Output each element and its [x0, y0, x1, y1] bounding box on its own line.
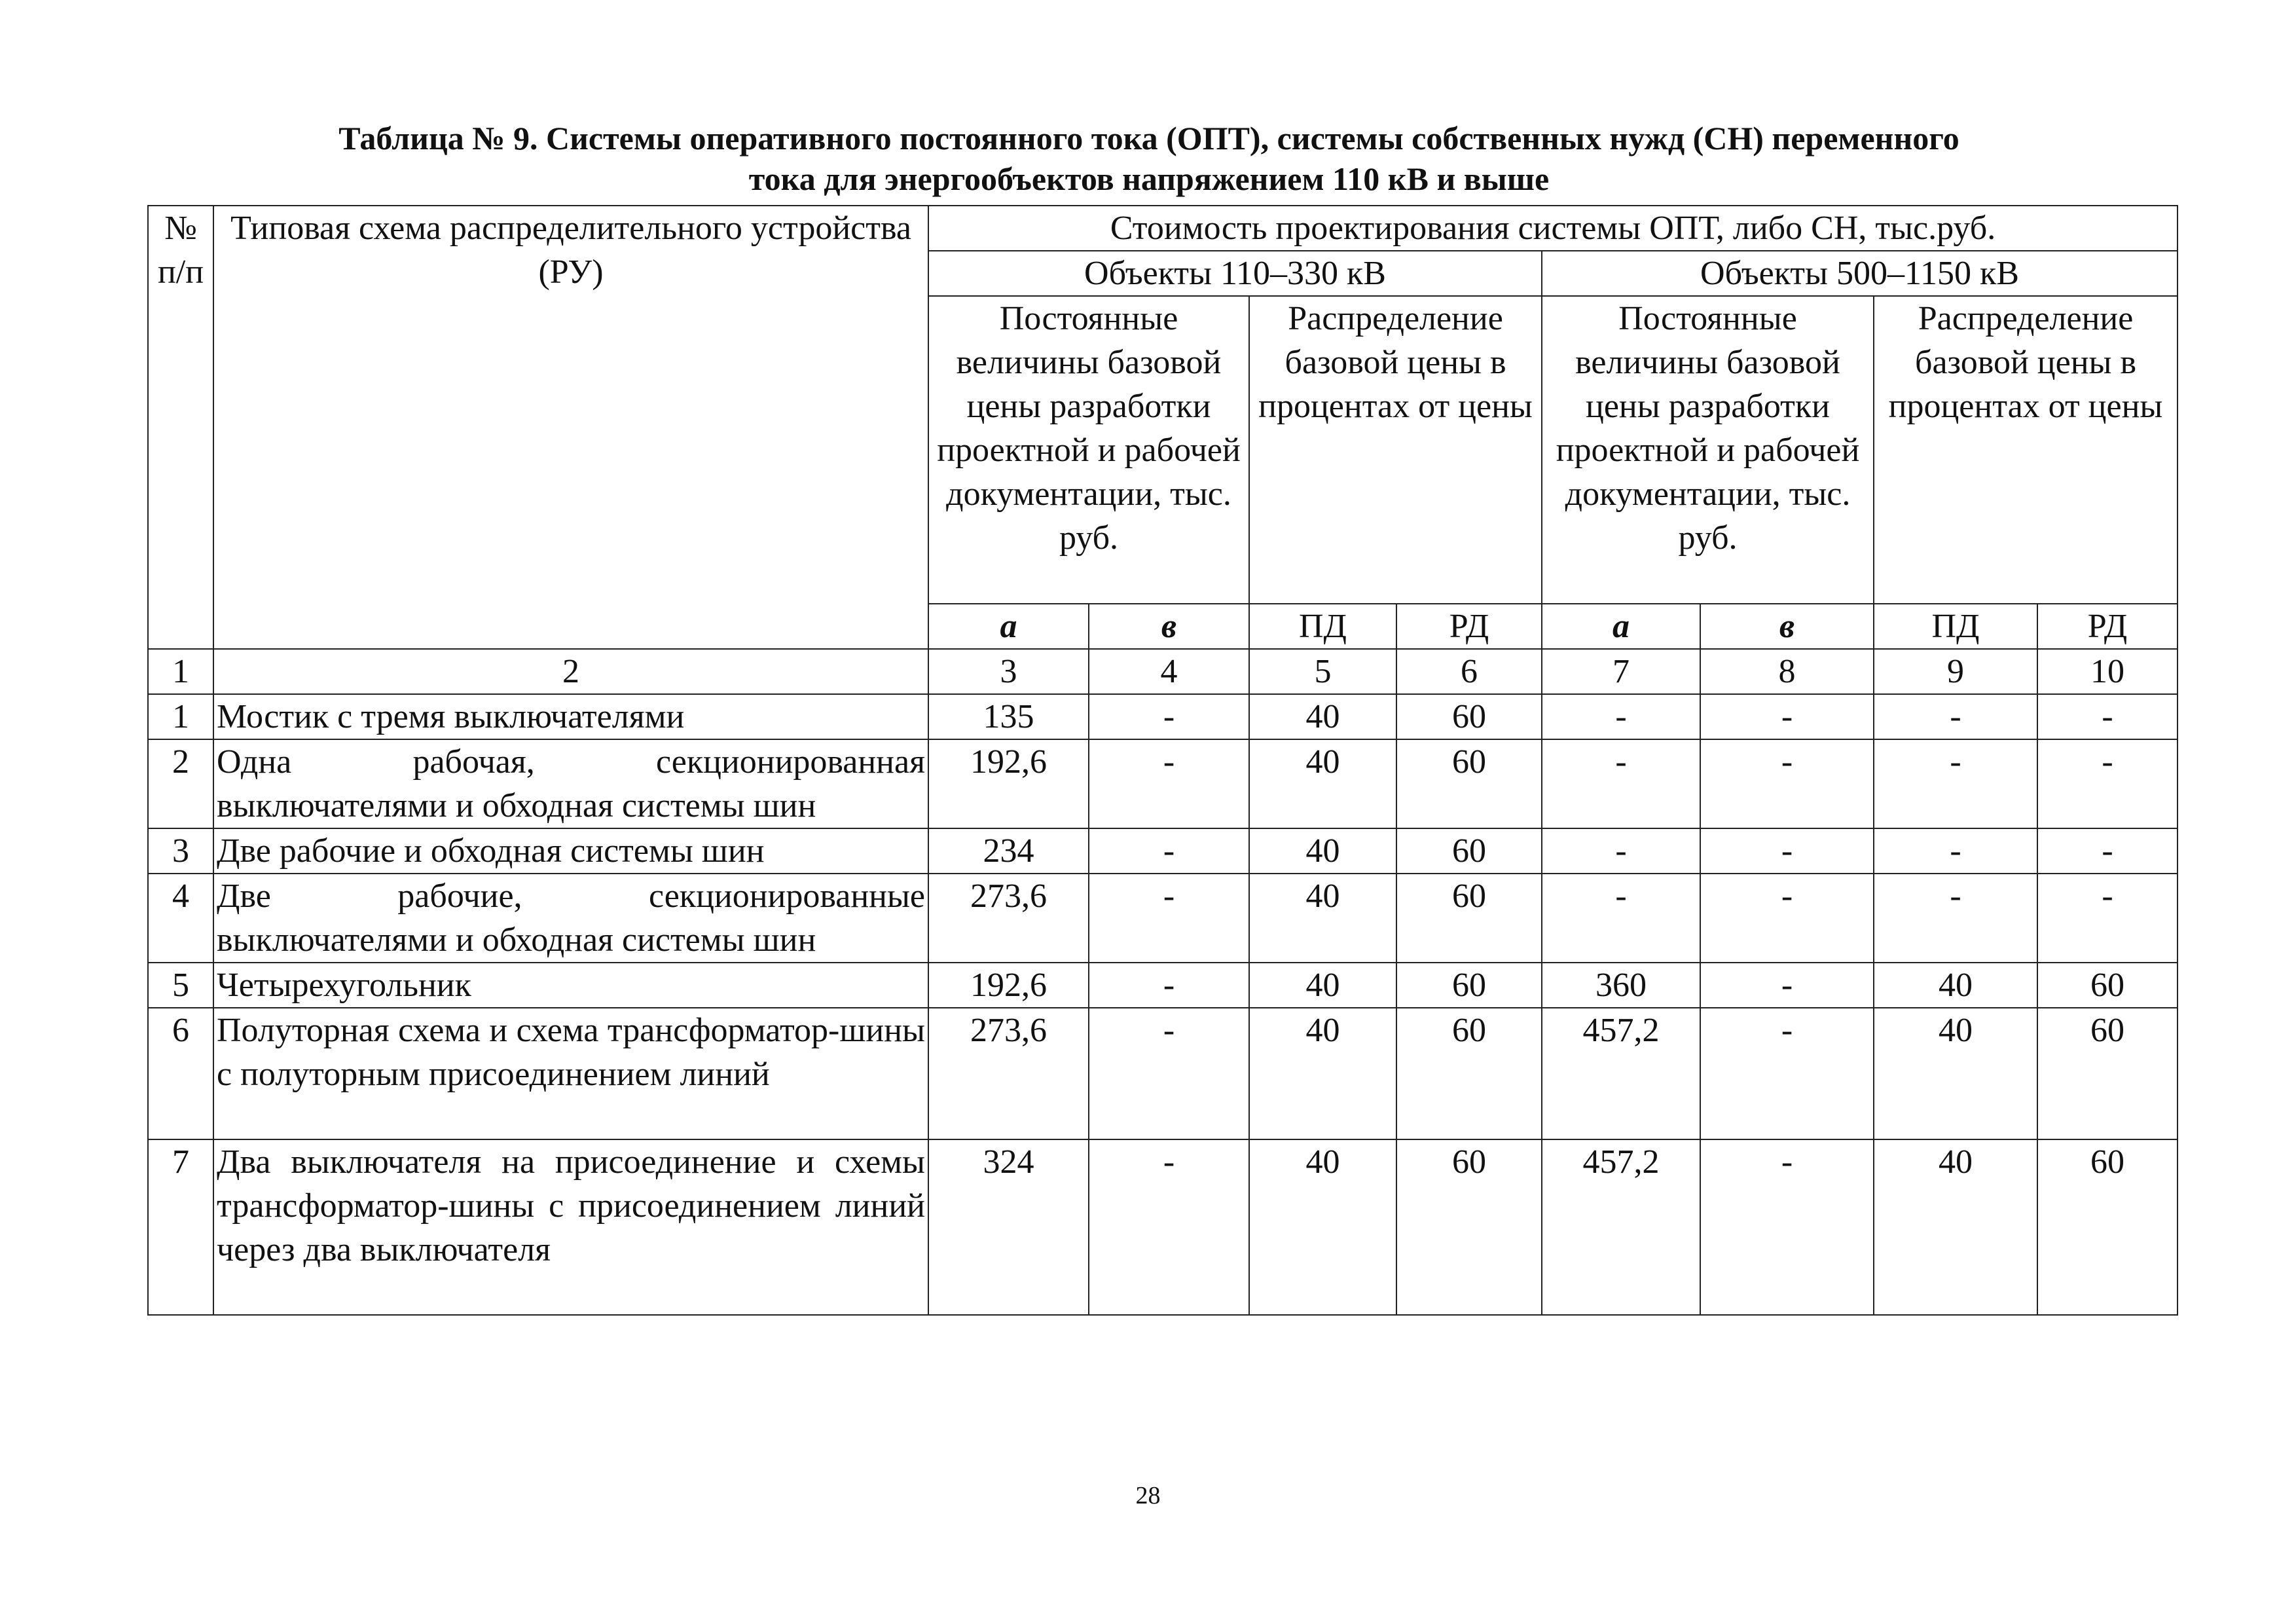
cell-rd2: -	[2037, 874, 2178, 963]
row-description: Две рабочие и обходная системы шин	[213, 828, 928, 874]
row-number: 5	[148, 963, 213, 1008]
cell-v1: -	[1089, 694, 1249, 739]
col-number: 6	[1396, 649, 1542, 694]
header-sub-v-2: в	[1700, 604, 1874, 649]
cell-rd1: 60	[1396, 1008, 1542, 1139]
header-sub-v-1: в	[1089, 604, 1249, 649]
col-number: 10	[2037, 649, 2178, 694]
cell-rd1: 60	[1396, 694, 1542, 739]
cell-rd2: -	[2037, 739, 2178, 828]
header-cost: Стоимость проектирования системы ОПТ, либо СН, тыс.руб.	[928, 206, 2178, 251]
header-distribution-1: Распределение базовой цены в процентах от цены	[1249, 296, 1542, 604]
cell-v2: -	[1700, 963, 1874, 1008]
header-sub-rd-2: РД	[2037, 604, 2178, 649]
table-row	[148, 828, 2178, 874]
cell-a2: -	[1542, 828, 1700, 874]
cell-pd1: 40	[1249, 1008, 1396, 1139]
cell-rd1: 60	[1396, 874, 1542, 963]
header-distribution-2: Распределение базовой цены в процентах от цены	[1874, 296, 2178, 604]
cell-pd2: 40	[1874, 1008, 2037, 1139]
table-row	[148, 739, 2178, 828]
table-row	[148, 874, 2178, 963]
cell-rd2: -	[2037, 694, 2178, 739]
cell-a2: 360	[1542, 963, 1700, 1008]
cell-a2: -	[1542, 739, 1700, 828]
table-row	[148, 963, 2178, 1008]
row-description: Полуторная схема и схема трансформатор-шины с полуторным присоединением линий	[213, 1008, 928, 1139]
cell-v1: -	[1089, 739, 1249, 828]
cell-v1: -	[1089, 828, 1249, 874]
row-number: 4	[148, 874, 213, 963]
row-number: 1	[148, 694, 213, 739]
cell-v1: -	[1089, 1008, 1249, 1139]
col-number: 8	[1700, 649, 1874, 694]
header-sub-a-1: а	[928, 604, 1089, 649]
cost-table	[147, 205, 2178, 1316]
cell-v1: -	[1089, 1139, 1249, 1315]
table-row	[148, 1008, 2178, 1139]
cell-v2: -	[1700, 739, 1874, 828]
title-line-1: Таблица № 9. Системы оперативного постоянного тока (ОПТ), системы собственных нужд (СН) переменного	[338, 120, 1959, 157]
cell-rd1: 60	[1396, 1139, 1542, 1315]
cell-a1: 192,6	[928, 739, 1089, 828]
header-const-base-1: Постоянные величины базовой цены разработки проектной и рабочей документации, тыс. руб.	[928, 296, 1249, 604]
row-description: Четырехугольник	[213, 963, 928, 1008]
cell-a1: 273,6	[928, 874, 1089, 963]
cell-a2: 457,2	[1542, 1139, 1700, 1315]
header-scheme: Типовая схема распределительного устройства (РУ)	[213, 206, 928, 649]
cell-pd1: 40	[1249, 739, 1396, 828]
row-number: 7	[148, 1139, 213, 1315]
table-row	[148, 1139, 2178, 1315]
row-description: Две рабочие, секционированные выключателями и обходная системы шин	[213, 874, 928, 963]
col-number: 4	[1089, 649, 1249, 694]
cell-v2: -	[1700, 1008, 1874, 1139]
cell-pd2: -	[1874, 874, 2037, 963]
col-number: 7	[1542, 649, 1700, 694]
cell-a1: 273,6	[928, 1008, 1089, 1139]
col-number: 2	[213, 649, 928, 694]
col-number: 3	[928, 649, 1089, 694]
cell-v2: -	[1700, 828, 1874, 874]
col-number: 1	[148, 649, 213, 694]
header-group-500-1150: Объекты 500–1150 кВ	[1542, 251, 2178, 296]
row-number: 6	[148, 1008, 213, 1139]
row-number: 2	[148, 739, 213, 828]
cell-v2: -	[1700, 1139, 1874, 1315]
row-description: Два выключателя на присоединение и схемы трансформатор-шины с присоединением линий через два выключателя	[213, 1139, 928, 1315]
cell-a1: 135	[928, 694, 1089, 739]
row-description: Одна рабочая, секционированная выключателями и обходная системы шин	[213, 739, 928, 828]
cell-rd1: 60	[1396, 963, 1542, 1008]
header-num: № п/п	[148, 206, 213, 649]
cell-a1: 324	[928, 1139, 1089, 1315]
cell-pd1: 40	[1249, 828, 1396, 874]
cell-v1: -	[1089, 963, 1249, 1008]
cell-pd2: 40	[1874, 963, 2037, 1008]
col-number: 9	[1874, 649, 2037, 694]
header-sub-a-2: а	[1542, 604, 1700, 649]
row-number: 3	[148, 828, 213, 874]
page-number: 28	[1135, 1482, 1161, 1509]
cell-rd2: 60	[2037, 963, 2178, 1008]
cell-rd1: 60	[1396, 828, 1542, 874]
header-const-base-2: Постоянные величины базовой цены разработки проектной и рабочей документации, тыс. руб.	[1542, 296, 1874, 604]
cell-v2: -	[1700, 874, 1874, 963]
title-line-2: тока для энергообъектов напряжением 110 кВ и выше	[748, 160, 1550, 197]
cell-pd2: -	[1874, 739, 2037, 828]
cell-a2: -	[1542, 694, 1700, 739]
cell-rd2: 60	[2037, 1139, 2178, 1315]
table-row	[148, 694, 2178, 739]
header-group-110-330: Объекты 110–330 кВ	[928, 251, 1542, 296]
cell-v2: -	[1700, 694, 1874, 739]
column-number-row	[148, 649, 2178, 694]
header-sub-rd-1: РД	[1396, 604, 1542, 649]
cell-pd1: 40	[1249, 963, 1396, 1008]
cell-rd2: 60	[2037, 1008, 2178, 1139]
cell-a1: 234	[928, 828, 1089, 874]
cell-rd2: -	[2037, 828, 2178, 874]
cell-pd2: -	[1874, 694, 2037, 739]
row-description: Мостик с тремя выключателями	[213, 694, 928, 739]
cell-rd1: 60	[1396, 739, 1542, 828]
cell-v1: -	[1089, 874, 1249, 963]
cell-pd2: -	[1874, 828, 2037, 874]
cell-a2: -	[1542, 874, 1700, 963]
cell-pd2: 40	[1874, 1139, 2037, 1315]
cell-pd1: 40	[1249, 694, 1396, 739]
cell-a2: 457,2	[1542, 1008, 1700, 1139]
col-number: 5	[1249, 649, 1396, 694]
cell-pd1: 40	[1249, 1139, 1396, 1315]
page-title	[147, 118, 2151, 199]
header-sub-pd-2: ПД	[1874, 604, 2037, 649]
header-sub-pd-1: ПД	[1249, 604, 1396, 649]
cell-pd1: 40	[1249, 874, 1396, 963]
cell-a1: 192,6	[928, 963, 1089, 1008]
